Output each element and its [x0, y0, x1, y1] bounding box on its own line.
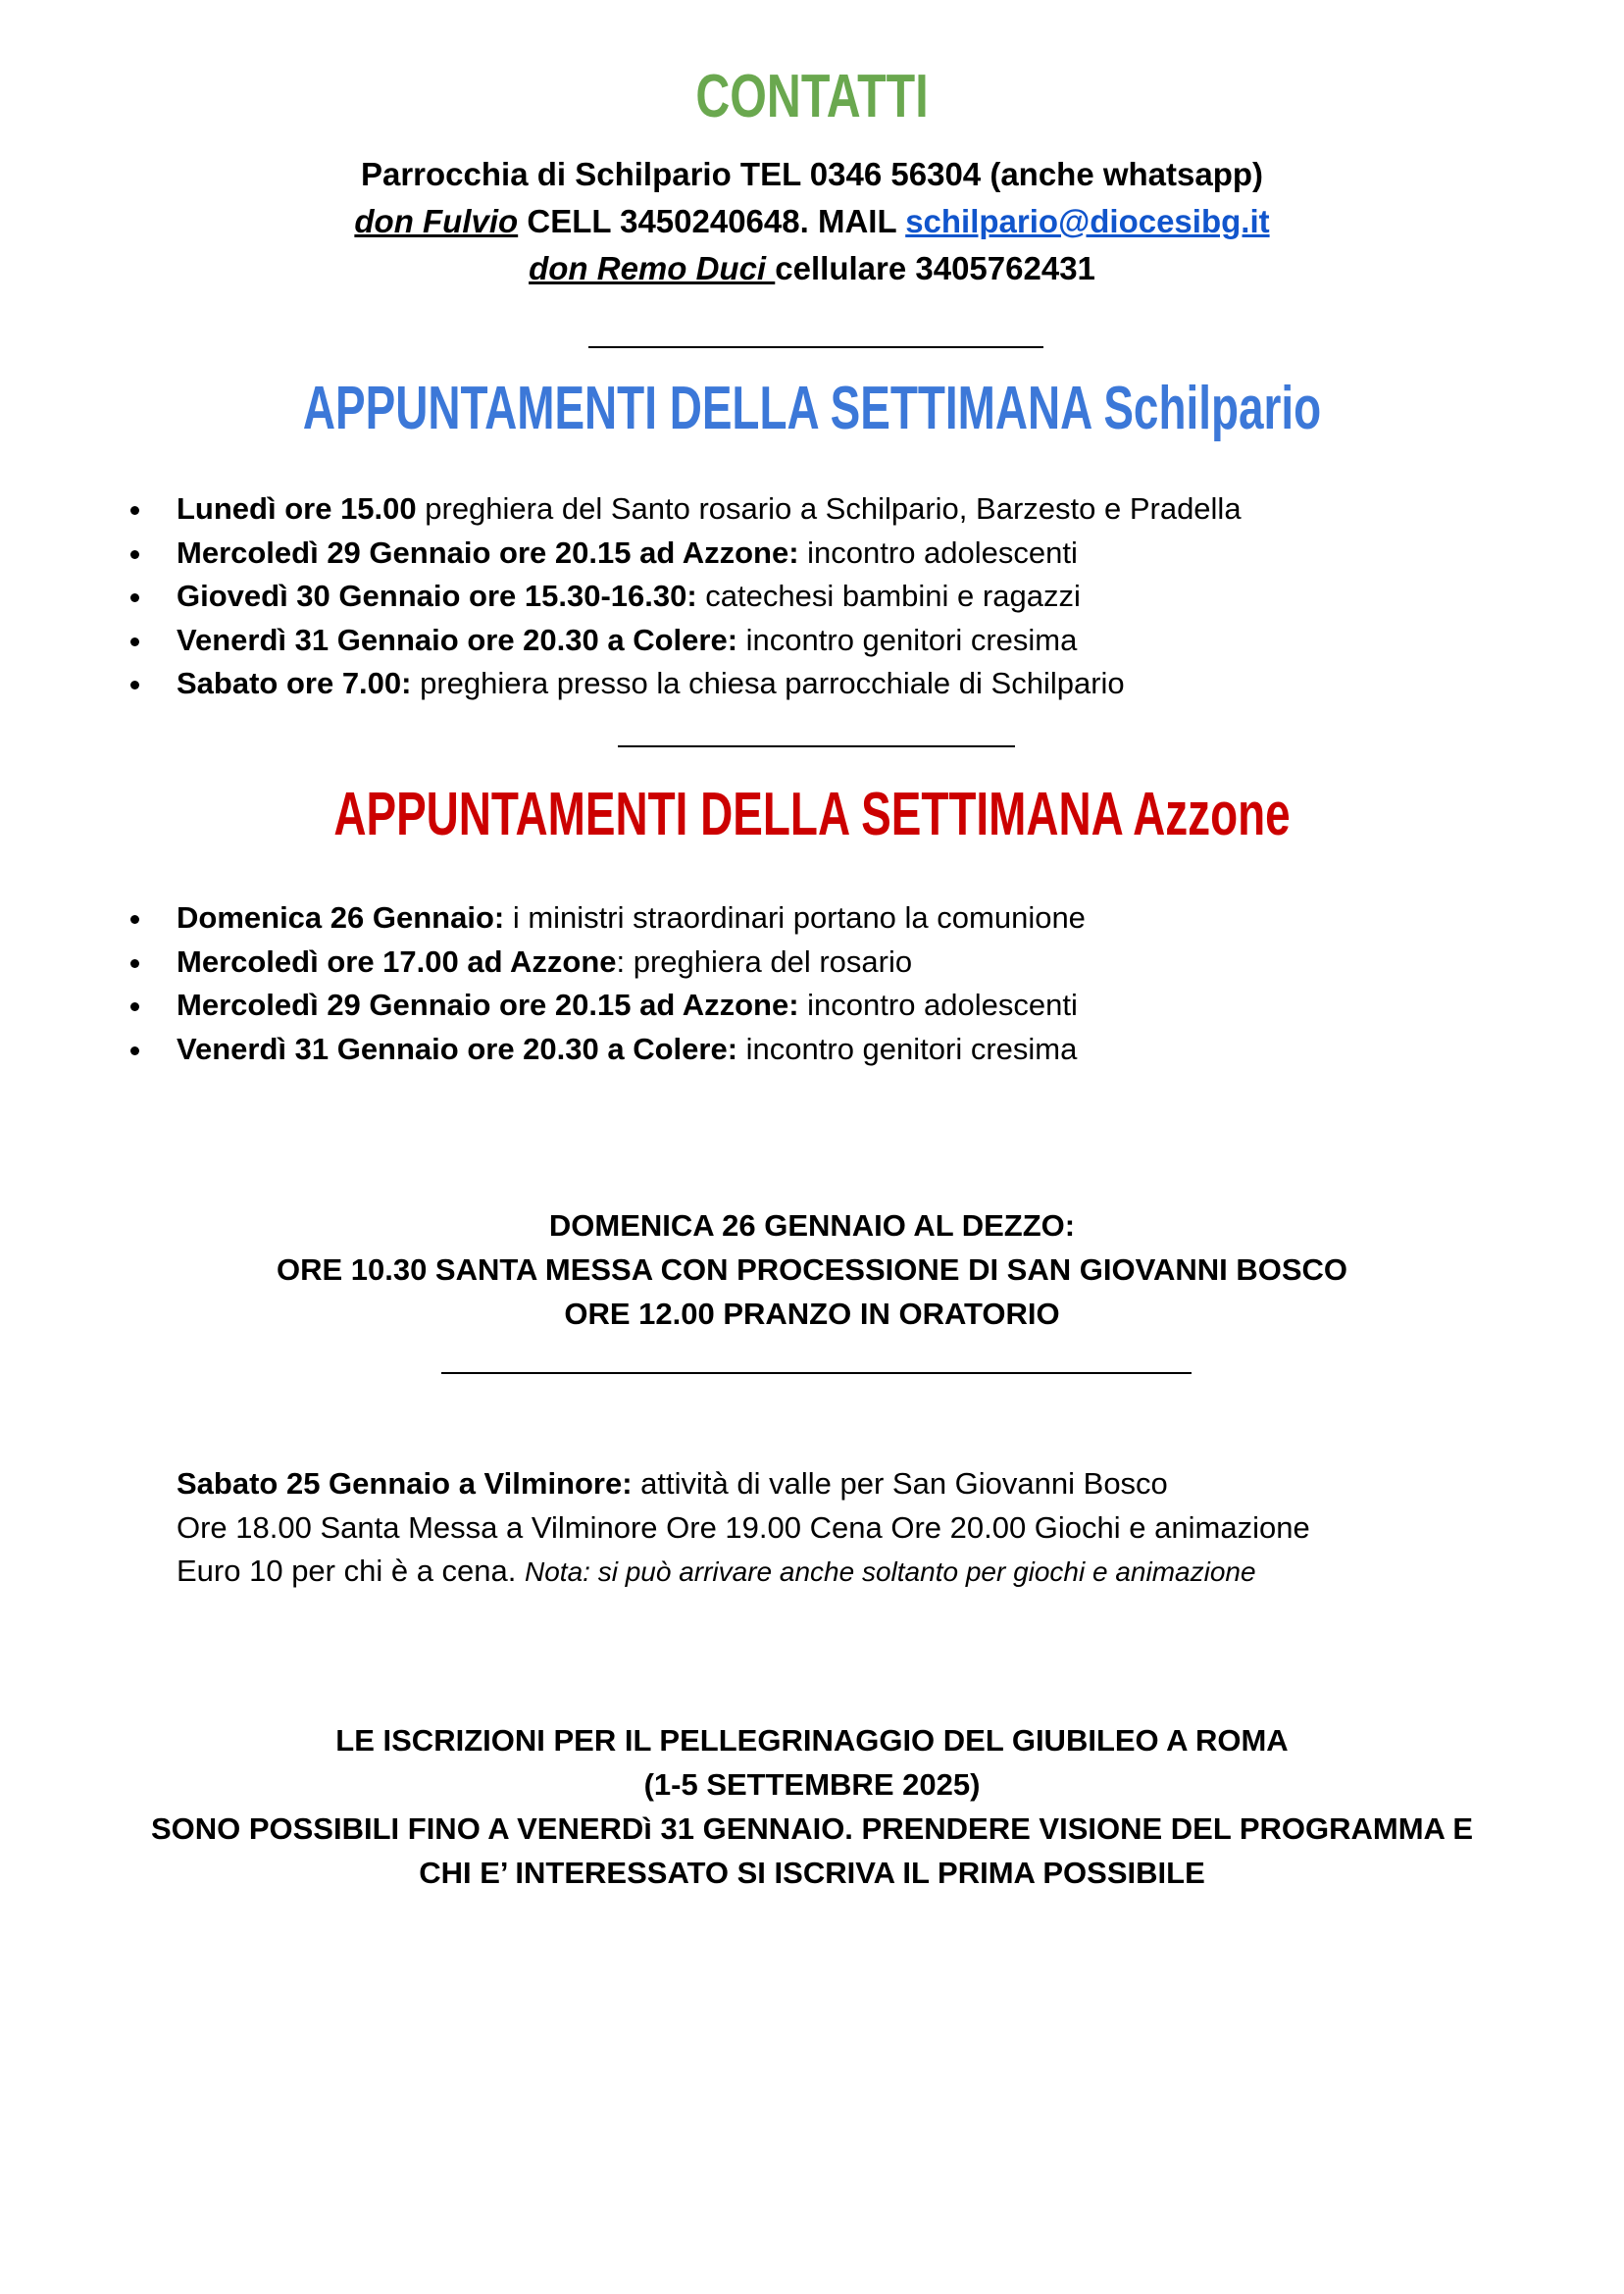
azzone-title: APPUNTAMENTI DELLA SETTIMANA Azzone [333, 781, 1291, 848]
don-fulvio-name: don Fulvio [354, 203, 519, 239]
list-item: Mercoledì 29 Gennaio ore 20.15 ad Azzone: incontro adolescenti [0, 532, 1569, 576]
jubilee-line-4: CHI E’ INTERESSATO SI ISCRIVA IL PRIMA POSSIBILE [419, 1856, 1205, 1890]
don-remo-cell: cellulare 3405762431 [775, 250, 1095, 286]
list-item: Giovedì 30 Gennaio ore 15.30-16.30: catechesi bambini e ragazzi [0, 575, 1569, 619]
divider-3 [441, 1372, 1192, 1374]
don-fulvio-line [0, 198, 1624, 245]
azzone-appointments [0, 896, 1569, 1071]
don-remo-line [0, 245, 1624, 292]
parish-phone-line: Parrocchia di Schilpario TEL 0346 56304 (anche whatsapp) [360, 156, 1264, 192]
list-item: Mercoledì ore 17.00 ad Azzone: preghiera del rosario [0, 941, 1569, 985]
dezzo-announcement [0, 1203, 1624, 1336]
vilminore-note: Nota: si può arrivare anche soltanto per giochi e animazione [525, 1556, 1256, 1587]
divider-2 [618, 745, 1015, 747]
dezzo-line-1: DOMENICA 26 GENNAIO AL DEZZO: [548, 1208, 1076, 1243]
vilminore-line-2: Ore 18.00 Santa Messa a Vilminore Ore 19.00 Cena Ore 20.00 Giochi e animazione [177, 1509, 1310, 1545]
list-item: Sabato ore 7.00: preghiera presso la chiesa parrocchiale di Schilpario [0, 662, 1569, 706]
list-item: Lunedì ore 15.00 preghiera del Santo rosario a Schilpario, Barzesto e Pradella [0, 487, 1569, 532]
list-item: Venerdì 31 Gennaio ore 20.30 a Colere: incontro genitori cresima [0, 1028, 1569, 1072]
divider-1 [588, 346, 1043, 348]
jubilee-line-3: SONO POSSIBILI FINO A VENERDì 31 GENNAIO. PRENDERE VISIONE DEL PROGRAMMA E [150, 1811, 1474, 1846]
vilminore-announcement [177, 1462, 1549, 1595]
email-link[interactable]: schilpario@diocesibg.it [905, 203, 1270, 239]
vilminore-line-3: Euro 10 per chi è a cena. Nota: si può arrivare anche soltanto per giochi e animazione [177, 1554, 1256, 1588]
list-item: Mercoledì 29 Gennaio ore 20.15 ad Azzone: incontro adolescenti [0, 984, 1569, 1028]
vilminore-line-1: Sabato 25 Gennaio a Vilminore: attività di valle per San Giovanni Bosco [177, 1466, 1168, 1501]
list-item: Venerdì 31 Gennaio ore 20.30 a Colere: incontro genitori cresima [0, 619, 1569, 663]
don-remo-name: don Remo Duci [529, 250, 776, 286]
contacts-title: CONTATTI [695, 63, 929, 130]
dezzo-line-2: ORE 10.30 SANTA MESSA CON PROCESSIONE DI SAN GIOVANNI BOSCO [276, 1252, 1348, 1287]
schilpario-appointments [0, 487, 1569, 706]
contacts-block [0, 151, 1624, 292]
jubilee-announcement [0, 1718, 1624, 1895]
dezzo-line-3: ORE 12.00 PRANZO IN ORATORIO [564, 1297, 1060, 1331]
schilpario-title: APPUNTAMENTI DELLA SETTIMANA Schilpario [302, 375, 1322, 442]
jubilee-line-2: (1-5 SETTEMBRE 2025) [643, 1767, 981, 1802]
jubilee-line-1: LE ISCRIZIONI PER IL PELLEGRINAGGIO DEL GIUBILEO A ROMA [335, 1723, 1289, 1758]
list-item: Domenica 26 Gennaio: i ministri straordinari portano la comunione [0, 896, 1569, 941]
don-fulvio-cell: CELL 3450240648. MAIL [518, 203, 906, 239]
